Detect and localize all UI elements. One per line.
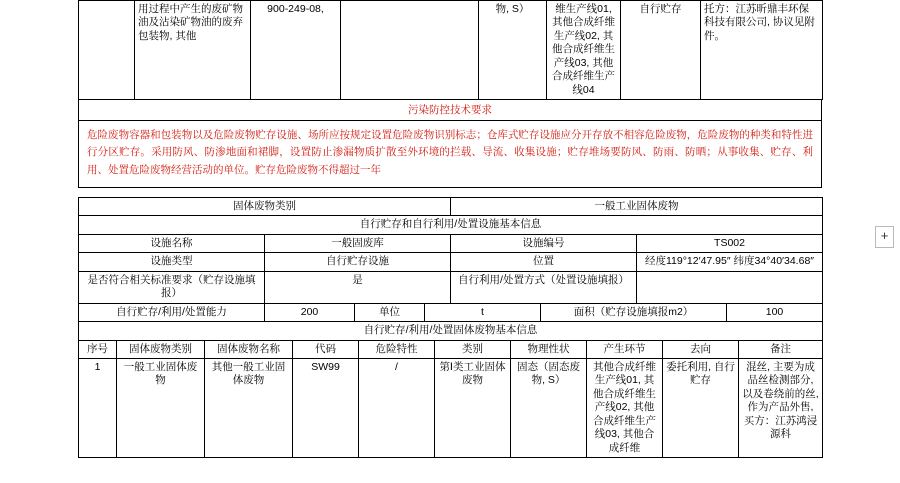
header-hazard: 危险特性: [359, 340, 435, 358]
expand-button[interactable]: +: [875, 226, 894, 248]
section-title-facility-basic-info: 自行贮存和自行利用/处置设施基本信息: [79, 216, 823, 234]
label-disposal-method: 自行利用/处置方式（处置设施填报）: [451, 271, 637, 303]
solid-waste-detail-table: [78, 340, 823, 459]
cell-waste-name: 用过程中产生的废矿物油及沾染矿物油的废弃包装物, 其他: [135, 1, 251, 100]
table-row: [79, 303, 823, 321]
header-no: 序号: [79, 340, 117, 358]
header-generation-link: 产生环节: [587, 340, 663, 358]
cell-remark: 托方：江苏昕鼎丰环保科技有限公司, 协议见附件。: [701, 1, 823, 100]
label-solid-waste-category: 固体废物类别: [79, 198, 451, 216]
cell-type: 第Ⅰ类工业固体废物: [435, 358, 511, 457]
header-physical-state: 物理性状: [511, 340, 587, 358]
cell-hazard: /: [359, 358, 435, 457]
cell-blank: [341, 1, 479, 100]
header-type: 类别: [435, 340, 511, 358]
cell-physical-state: 物, S）: [479, 1, 547, 100]
label-facility-number: 设施编号: [451, 234, 637, 252]
cell-remark: 混丝, 主要为成品丝检测部分, 以及卷绕前的丝, 作为产品外售, 买方：江苏鸿浸源科: [739, 358, 823, 457]
header-code: 代码: [293, 340, 359, 358]
cell-generation-link: 维生产线01, 其他合成纤维生产线02, 其他合成纤维生产线03, 其他合成纤维生产线04: [547, 1, 621, 100]
label-standard-compliance: 是否符合相关标准要求（贮存设施填报）: [79, 271, 265, 303]
label-unit: 单位: [355, 303, 425, 321]
table-row: [79, 253, 823, 271]
value-unit: t: [425, 303, 541, 321]
table-row: [79, 234, 823, 252]
pollution-control-body: 危险废物容器和包装物以及危险废物贮存设施、场所应按规定设置危险废物识别标志；仓库式贮存设施应分开存放不相容危险废物，危险废物的种类和特性进行分区贮存。采用防风、防渗地面和裙脚，设置防止渗漏物质扩散至外环境的拦载、导流、收集设施；贮存堆场要防风、防雨、防晒；从事收集、贮存、利用、处置危险废物经营活动的单位。贮存危险废物不得超过一年: [78, 121, 822, 188]
value-solid-waste-category: 一般工业固体废物: [451, 198, 823, 216]
table-header-row: [79, 340, 823, 358]
cell-no: 1: [79, 358, 117, 457]
cell-index: [79, 1, 135, 100]
document-body: [78, 0, 822, 458]
table-row: [79, 271, 823, 303]
spacer: [78, 188, 822, 197]
header-name: 固体废物名称: [205, 340, 293, 358]
label-storage-capacity: 自行贮存/利用/处置能力: [79, 303, 265, 321]
value-storage-capacity: 200: [265, 303, 355, 321]
value-facility-name: 一般固废库: [265, 234, 451, 252]
section-title-waste-basic-info: 自行贮存/利用/处置固体废物基本信息: [79, 322, 823, 340]
cell-destination: 委托利用, 自行贮存: [663, 358, 739, 457]
value-disposal-method: [637, 271, 823, 303]
table-row: [79, 198, 823, 216]
cell-destination: 自行贮存: [621, 1, 701, 100]
solid-waste-capacity-table: [78, 303, 823, 341]
hazardous-waste-continuation-table: [78, 0, 823, 100]
cell-code: SW99: [293, 358, 359, 457]
value-facility-location: 经度119°12′47.95″ 纬度34°40′34.68″: [637, 253, 823, 271]
table-row: [79, 322, 823, 340]
label-facility-location: 位置: [451, 253, 637, 271]
cell-generation-link: 其他合成纤维生产线01, 其他合成纤维生产线02, 其他合成纤维生产线03, 其他合成纤维: [587, 358, 663, 457]
cell-waste-code: 900-249-08,: [251, 1, 341, 100]
value-facility-number: TS002: [637, 234, 823, 252]
value-standard-compliance: 是: [265, 271, 451, 303]
table-row: [79, 358, 823, 457]
label-area: 面积（贮存设施填报m2）: [541, 303, 727, 321]
header-remark: 备注: [739, 340, 823, 358]
label-facility-name: 设施名称: [79, 234, 265, 252]
cell-category: 一般工业固体废物: [117, 358, 205, 457]
header-category: 固体废物类别: [117, 340, 205, 358]
value-area: 100: [727, 303, 823, 321]
solid-waste-facility-table: [78, 197, 823, 304]
label-facility-type: 设施类型: [79, 253, 265, 271]
table-row: [79, 216, 823, 234]
cell-name: 其他一般工业固体废物: [205, 358, 293, 457]
pollution-control-title: 污染防控技术要求: [78, 100, 822, 121]
table-row: [79, 1, 823, 100]
cell-physical-state: 固态（固态废物, S）: [511, 358, 587, 457]
header-destination: 去向: [663, 340, 739, 358]
value-facility-type: 自行贮存设施: [265, 253, 451, 271]
